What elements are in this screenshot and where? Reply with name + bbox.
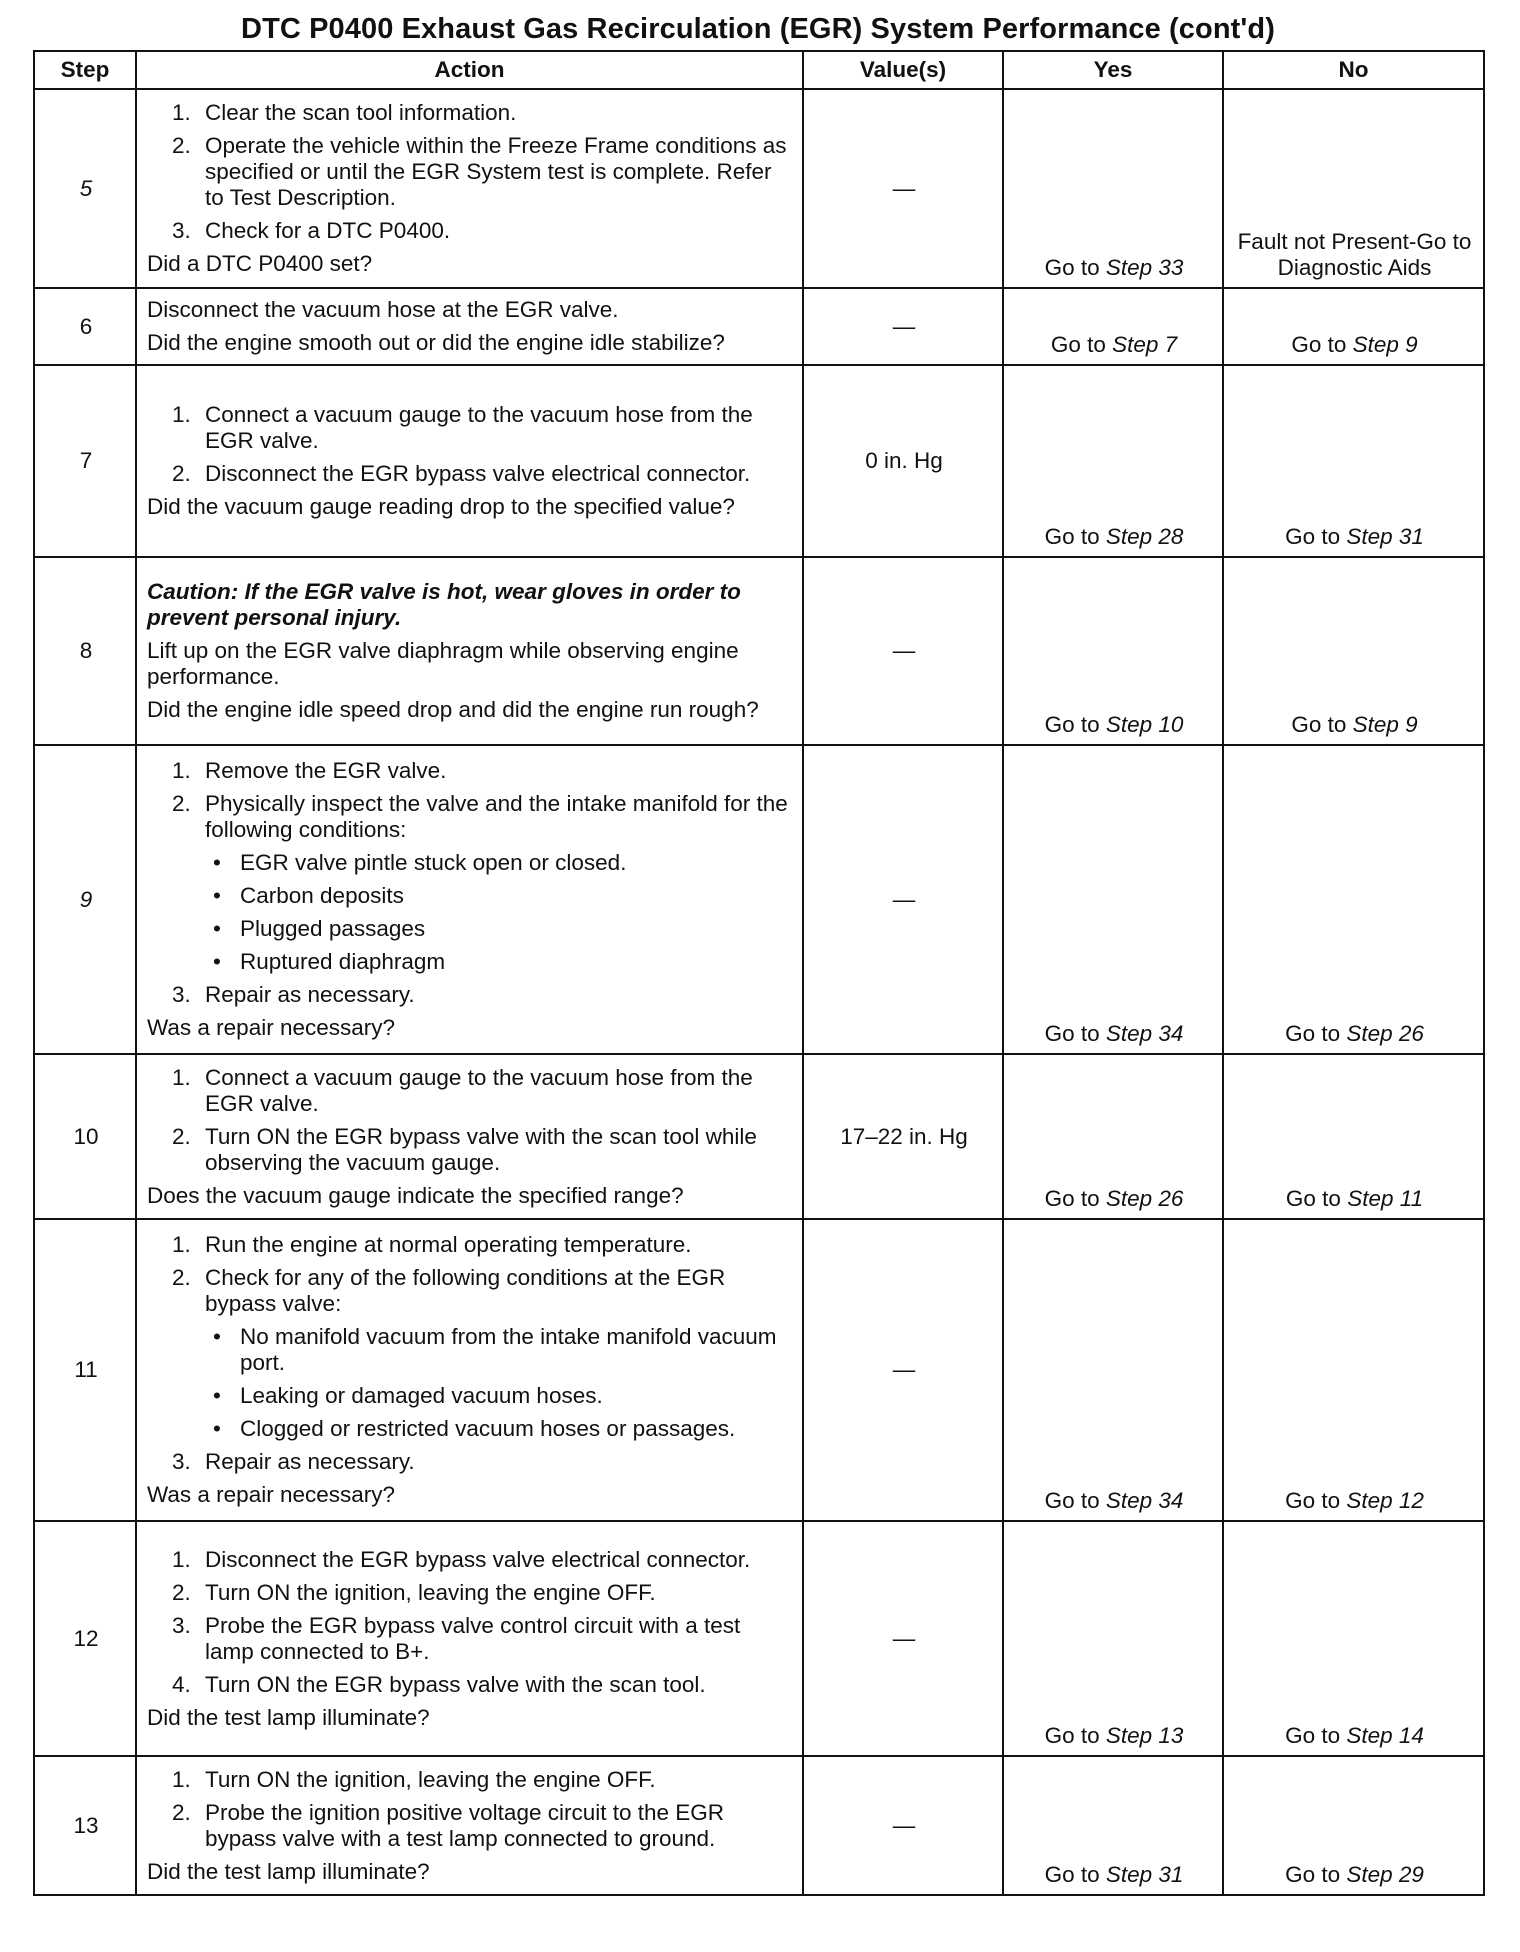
action-cell xyxy=(136,288,803,365)
action-cell xyxy=(136,1054,803,1219)
action-text: Did the vacuum gauge reading drop to the specified value? xyxy=(147,494,735,519)
numbered-item xyxy=(172,100,794,126)
step-number: 10 xyxy=(34,1054,136,1219)
action-cell xyxy=(136,745,803,1054)
item-text: Ruptured diaphragm xyxy=(240,949,446,974)
goto-prefix: Go to xyxy=(1050,332,1113,357)
bullet-item xyxy=(213,1324,794,1376)
item-text: Repair as necessary. xyxy=(205,1449,415,1474)
value-cell: — xyxy=(803,288,1003,365)
goto-step-link: Step 33 xyxy=(1105,255,1184,280)
goto-prefix: Go to xyxy=(1285,524,1347,549)
table-row xyxy=(34,557,1484,745)
action-text: Does the vacuum gauge indicate the specified range? xyxy=(147,1182,684,1208)
step-number: 8 xyxy=(34,557,136,745)
header-no: No xyxy=(1223,51,1484,89)
item-text: No manifold vacuum from the intake manifold vacuum port. xyxy=(240,1324,777,1375)
yes-cell xyxy=(1003,1054,1223,1219)
bullet-item xyxy=(213,1416,794,1442)
no-cell xyxy=(1223,1054,1484,1219)
value-cell: — xyxy=(803,1521,1003,1756)
bullet-icon: • xyxy=(213,850,221,875)
step-number: 12 xyxy=(34,1521,136,1756)
no-result-text: Fault not Present-Go to Diagnostic Aids xyxy=(1237,229,1472,280)
goto-step-link: Step 10 xyxy=(1105,712,1184,737)
yes-cell xyxy=(1003,557,1223,745)
action-text: Lift up on the EGR valve diaphragm while observing engine performance. xyxy=(147,638,739,689)
header-action: Action xyxy=(136,51,803,89)
goto-step-link: Step 7 xyxy=(1112,332,1178,357)
numbered-item xyxy=(172,1232,794,1258)
table-row xyxy=(34,745,1484,1054)
table-row xyxy=(34,89,1484,288)
value-cell: 0 in. Hg xyxy=(803,365,1003,557)
goto-step-link: Step 29 xyxy=(1346,1862,1424,1887)
goto-step-link: Step 31 xyxy=(1105,1862,1184,1887)
table-row xyxy=(34,1054,1484,1219)
action-cell xyxy=(136,1219,803,1521)
numbered-item xyxy=(172,1613,794,1665)
item-text: Turn ON the ignition, leaving the engine OFF. xyxy=(205,1579,656,1605)
table-row xyxy=(34,288,1484,365)
item-number: 1. xyxy=(172,758,191,783)
bullet-icon: • xyxy=(213,883,221,908)
goto-prefix: Go to xyxy=(1044,1021,1106,1046)
item-number: 2. xyxy=(172,1579,191,1605)
bullet-icon: • xyxy=(213,1324,221,1349)
item-number: 1. xyxy=(172,1546,191,1572)
item-number: 4. xyxy=(172,1671,191,1697)
item-text: Connect a vacuum gauge to the vacuum hose from the EGR valve. xyxy=(205,1064,753,1116)
yes-cell xyxy=(1003,89,1223,288)
action-text: Did the engine smooth out or did the engine idle stabilize? xyxy=(147,330,725,355)
bullet-item xyxy=(213,949,794,975)
item-text: Remove the EGR valve. xyxy=(205,758,447,783)
action-text: Disconnect the vacuum hose at the EGR valve. xyxy=(147,297,619,322)
action-text: Was a repair necessary? xyxy=(147,1482,396,1507)
item-number: 2. xyxy=(172,1123,191,1149)
item-text: Disconnect the EGR bypass valve electrical connector. xyxy=(205,1546,751,1572)
goto-step-link: Step 31 xyxy=(1346,524,1424,549)
page-title: DTC P0400 Exhaust Gas Recirculation (EGR) System Performance (cont'd) xyxy=(241,13,1275,45)
numbered-item xyxy=(172,218,794,244)
no-cell xyxy=(1223,365,1484,557)
item-number: 3. xyxy=(172,1449,191,1474)
numbered-item xyxy=(172,1265,794,1317)
bullet-item xyxy=(213,883,794,909)
value-cell: — xyxy=(803,1219,1003,1521)
goto-step-link: Step 9 xyxy=(1352,712,1418,737)
table-row xyxy=(34,365,1484,557)
item-number: 2. xyxy=(172,1799,191,1825)
numbered-item xyxy=(172,1767,794,1793)
goto-step-link: Step 26 xyxy=(1105,1186,1184,1211)
numbered-item xyxy=(172,791,794,843)
numbered-item xyxy=(172,758,794,784)
yes-cell xyxy=(1003,365,1223,557)
item-text: Turn ON the EGR bypass valve with the scan tool. xyxy=(205,1671,706,1697)
value-cell: — xyxy=(803,557,1003,745)
item-number: 2. xyxy=(172,791,191,816)
caution-text: Caution: If the EGR valve is hot, wear gloves in order to prevent personal injury. xyxy=(147,579,741,630)
goto-prefix: Go to xyxy=(1044,255,1106,280)
header-yes: Yes xyxy=(1003,51,1223,89)
item-text: Plugged passages xyxy=(240,916,426,941)
numbered-item xyxy=(172,982,794,1008)
bullet-item xyxy=(213,1383,794,1409)
item-number: 3. xyxy=(172,1612,191,1638)
value-cell: — xyxy=(803,89,1003,288)
goto-step-link: Step 9 xyxy=(1352,332,1418,357)
step-number: 6 xyxy=(34,288,136,365)
item-text: Physically inspect the valve and the intake manifold for the following conditions: xyxy=(205,791,788,842)
item-number: 1. xyxy=(172,402,191,427)
goto-prefix: Go to xyxy=(1285,1862,1347,1887)
item-number: 2. xyxy=(172,133,191,158)
item-text: Turn ON the ignition, leaving the engine OFF. xyxy=(205,1766,656,1792)
header-values: Value(s) xyxy=(803,51,1003,89)
bullet-icon: • xyxy=(213,1383,221,1408)
no-cell xyxy=(1223,1521,1484,1756)
goto-prefix: Go to xyxy=(1285,1186,1348,1211)
step-number: 11 xyxy=(34,1219,136,1521)
bullet-icon: • xyxy=(213,949,221,974)
item-number: 1. xyxy=(172,1232,191,1257)
item-number: 2. xyxy=(172,1265,191,1290)
item-text: Operate the vehicle within the Freeze Frame conditions as specified or until the EGR System test is complete. Refer to Test Description. xyxy=(205,133,787,210)
goto-step-link: Step 34 xyxy=(1105,1488,1184,1513)
step-number: 5 xyxy=(34,89,136,288)
item-text: EGR valve pintle stuck open or closed. xyxy=(240,850,627,875)
step-number: 13 xyxy=(34,1756,136,1895)
yes-cell xyxy=(1003,288,1223,365)
step-number: 9 xyxy=(34,745,136,1054)
numbered-item xyxy=(172,1124,794,1176)
value-cell: — xyxy=(803,1756,1003,1895)
table-row xyxy=(34,1756,1484,1895)
page xyxy=(33,8,1483,1896)
goto-step-link: Step 34 xyxy=(1105,1021,1184,1046)
value-cell: — xyxy=(803,745,1003,1054)
no-cell xyxy=(1223,557,1484,745)
action-text: Did the engine idle speed drop and did the engine run rough? xyxy=(147,697,759,722)
item-number: 2. xyxy=(172,461,191,486)
no-cell xyxy=(1223,89,1484,288)
table-header-row xyxy=(34,51,1484,89)
item-text: Carbon deposits xyxy=(240,883,404,908)
step-number: 7 xyxy=(34,365,136,557)
header-step: Step xyxy=(34,51,136,89)
goto-prefix: Go to xyxy=(1291,332,1353,357)
goto-step-link: Step 26 xyxy=(1346,1021,1424,1046)
action-cell xyxy=(136,1521,803,1756)
no-cell xyxy=(1223,1219,1484,1521)
item-text: Check for any of the following conditions at the EGR bypass valve: xyxy=(205,1265,726,1316)
item-text: Repair as necessary. xyxy=(205,982,415,1007)
goto-prefix: Go to xyxy=(1044,1862,1106,1887)
item-text: Run the engine at normal operating temperature. xyxy=(205,1232,692,1257)
item-number: 1. xyxy=(172,1766,191,1792)
goto-prefix: Go to xyxy=(1285,1488,1347,1513)
goto-step-link: Step 11 xyxy=(1347,1186,1424,1211)
item-text: Probe the ignition positive voltage circuit to the EGR bypass valve with a test lamp connected to ground. xyxy=(205,1799,725,1851)
action-cell xyxy=(136,557,803,745)
no-cell xyxy=(1223,745,1484,1054)
bullet-icon: • xyxy=(213,916,221,941)
action-text: Did a DTC P0400 set? xyxy=(147,251,373,276)
numbered-item xyxy=(172,1449,794,1475)
item-text: Leaking or damaged vacuum hoses. xyxy=(240,1383,603,1408)
yes-cell xyxy=(1003,1521,1223,1756)
goto-prefix: Go to xyxy=(1044,712,1106,737)
goto-prefix: Go to xyxy=(1291,712,1353,737)
goto-step-link: Step 14 xyxy=(1346,1723,1424,1748)
action-cell xyxy=(136,365,803,557)
numbered-item xyxy=(172,1580,794,1606)
diagnostic-table xyxy=(33,50,1485,1896)
item-number: 1. xyxy=(172,1064,191,1090)
goto-prefix: Go to xyxy=(1044,1723,1106,1748)
action-text: Did the test lamp illuminate? xyxy=(147,1858,430,1884)
action-cell xyxy=(136,1756,803,1895)
no-cell xyxy=(1223,288,1484,365)
goto-prefix: Go to xyxy=(1044,1186,1106,1211)
numbered-item xyxy=(172,1800,794,1852)
item-text: Probe the EGR bypass valve control circuit with a test lamp connected to B+. xyxy=(205,1612,741,1664)
item-text: Turn ON the EGR bypass valve with the scan tool while observing the vacuum gauge. xyxy=(205,1123,757,1175)
numbered-item xyxy=(172,461,794,487)
item-text: Check for a DTC P0400. xyxy=(205,218,451,243)
table-row xyxy=(34,1219,1484,1521)
yes-cell xyxy=(1003,1219,1223,1521)
goto-step-link: Step 28 xyxy=(1105,524,1184,549)
bullet-item xyxy=(213,850,794,876)
no-cell xyxy=(1223,1756,1484,1895)
item-number: 3. xyxy=(172,982,191,1007)
numbered-item xyxy=(172,1672,794,1698)
numbered-item xyxy=(172,402,794,454)
item-text: Clogged or restricted vacuum hoses or passages. xyxy=(240,1416,736,1441)
goto-step-link: Step 13 xyxy=(1105,1723,1184,1748)
item-text: Clear the scan tool information. xyxy=(205,100,517,125)
bullet-item xyxy=(213,916,794,942)
goto-prefix: Go to xyxy=(1044,1488,1106,1513)
bullet-icon: • xyxy=(213,1416,221,1441)
numbered-item xyxy=(172,1547,794,1573)
goto-prefix: Go to xyxy=(1285,1021,1347,1046)
numbered-item xyxy=(172,133,794,211)
numbered-item xyxy=(172,1065,794,1117)
action-text: Was a repair necessary? xyxy=(147,1015,396,1040)
item-text: Connect a vacuum gauge to the vacuum hose from the EGR valve. xyxy=(205,402,753,453)
action-text: Did the test lamp illuminate? xyxy=(147,1704,430,1730)
yes-cell xyxy=(1003,745,1223,1054)
item-number: 1. xyxy=(172,100,191,125)
table-row xyxy=(34,1521,1484,1756)
goto-prefix: Go to xyxy=(1285,1723,1347,1748)
value-cell: 17–22 in. Hg xyxy=(803,1054,1003,1219)
yes-cell xyxy=(1003,1756,1223,1895)
item-text: Disconnect the EGR bypass valve electrical connector. xyxy=(205,461,751,486)
goto-step-link: Step 12 xyxy=(1346,1488,1424,1513)
action-cell xyxy=(136,89,803,288)
item-number: 3. xyxy=(172,218,191,243)
goto-prefix: Go to xyxy=(1044,524,1106,549)
